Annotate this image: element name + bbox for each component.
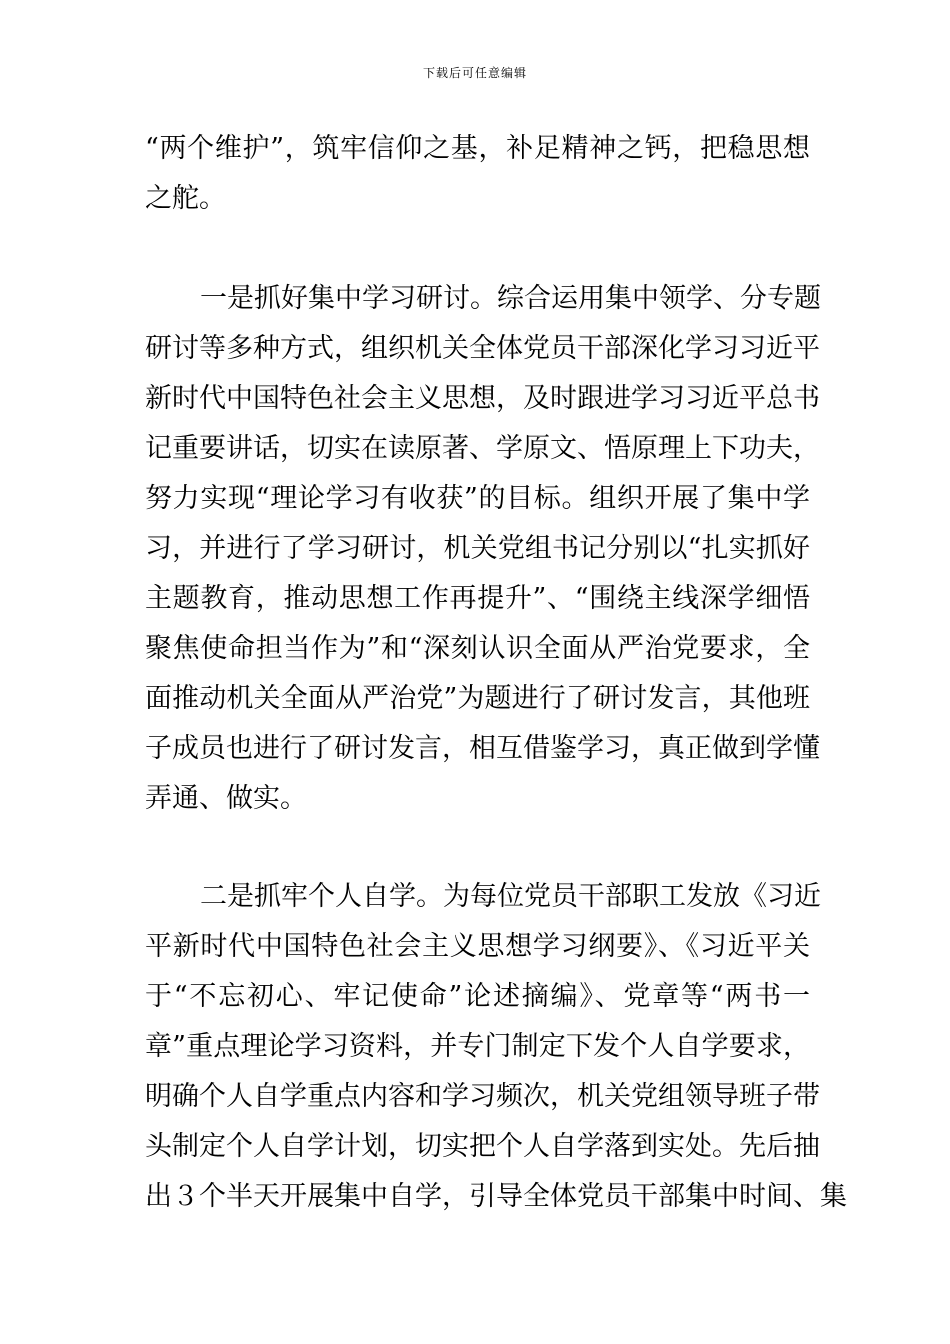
paragraph-2-line-11: 弄通、做实。 bbox=[145, 783, 307, 814]
paragraph-3-line-4: 章”重点理论学习资料，并专门制定下发个人自学要求， bbox=[145, 1031, 810, 1062]
paragraph-2-line-9: 面推动机关全面从严治党”为题进行了研讨发言，其他班 bbox=[145, 683, 810, 714]
paragraph-3-line-7: 出３个半天开展集中自学，引导全体党员干部集中时间、集 bbox=[145, 1181, 847, 1212]
paragraph-2-line-3: 新时代中国特色社会主义思想，及时跟进学习习近平总书 bbox=[145, 383, 820, 414]
paragraph-2-line-10: 子成员也进行了研讨发言，相互借鉴学习，真正做到学懂 bbox=[145, 733, 820, 764]
paragraph-1-line-2: 之舵。 bbox=[145, 183, 226, 214]
paragraph-1-line-1: “两个维护”，筑牢信仰之基，补足精神之钙，把稳思想 bbox=[145, 133, 810, 164]
paragraph-2-line-7: 主题教育，推动思想工作再提升”、“围绕主线深学细悟 bbox=[145, 583, 810, 614]
paragraph-2-line-5: 努力实现“理论学习有收获”的目标。组织开展了集中学 bbox=[145, 483, 810, 514]
paragraph-2-line-1: 一是抓好集中学习研讨。综合运用集中领学、分专题 bbox=[200, 283, 821, 314]
paragraph-3-line-1: 二是抓牢个人自学。为每位党员干部职工发放《习近 bbox=[200, 881, 821, 912]
paragraph-3-line-3: 于“不忘初心、牢记使命”论述摘编》、党章等“两书一 bbox=[145, 981, 810, 1012]
paragraph-2-line-2: 研讨等多种方式，组织机关全体党员干部深化学习习近平 bbox=[145, 333, 820, 364]
paragraph-3-line-6: 头制定个人自学计划，切实把个人自学落到实处。先后抽 bbox=[145, 1131, 820, 1162]
page-header: 下载后可任意编辑 bbox=[422, 66, 527, 80]
paragraph-2-line-4: 记重要讲话，切实在读原著、学原文、悟原理上下功夫， bbox=[145, 433, 820, 464]
paragraph-3-line-5: 明确个人自学重点内容和学习频次，机关党组领导班子带 bbox=[145, 1081, 820, 1112]
paragraph-3-line-2: 平新时代中国特色社会主义思想学习纲要》、《习近平关 bbox=[145, 931, 810, 962]
paragraph-2-line-6: 习，并进行了学习研讨，机关党组书记分别以“扎实抓好 bbox=[145, 533, 810, 564]
paragraph-2-line-8: 聚焦使命担当作为”和“深刻认识全面从严治党要求，全 bbox=[145, 633, 810, 664]
